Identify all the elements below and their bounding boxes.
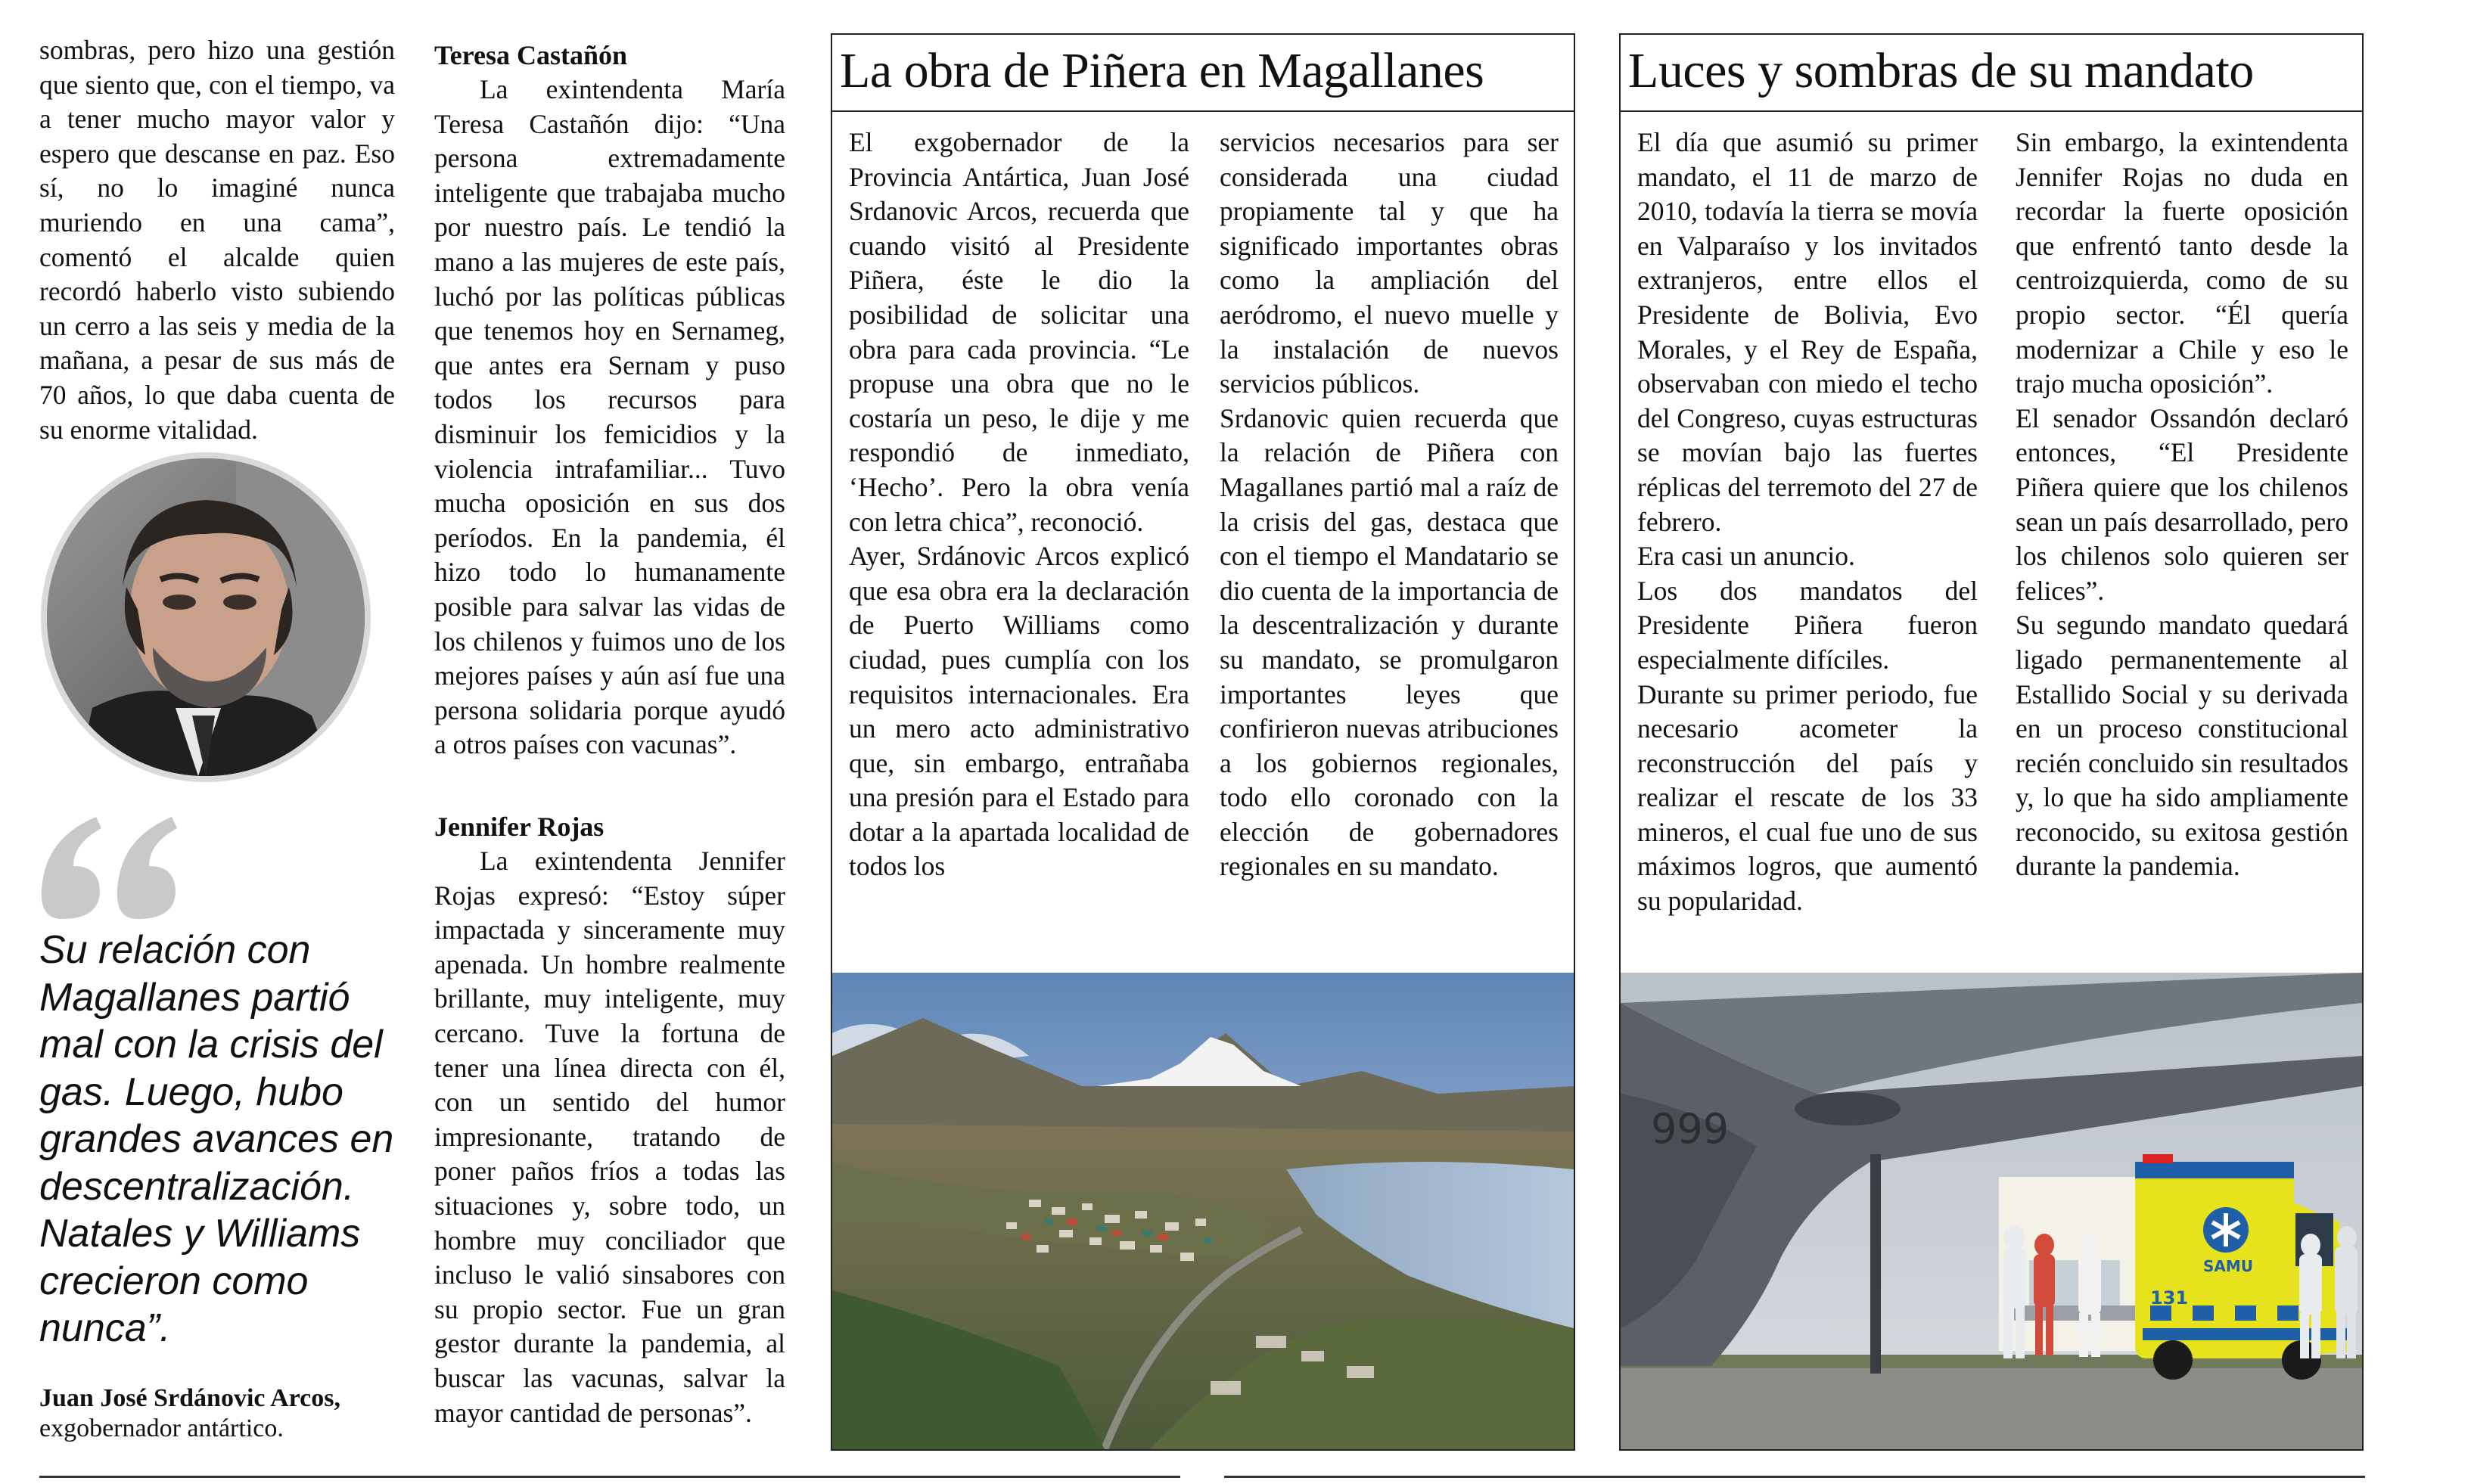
box1-right-paragraph: Srdanovic quien recuerda que la relación de Piñera con Magallanes partió mal a raíz de la crisis del gas, destaca que con el tiempo el Mandatario se dio cuenta de la importancia de la descentralización y durante su mandato, se promulgaron importantes leyes que confirieron nuevas atribuciones a los gobiernos regionales, todo ello coronado con la elección de gobernadores regionales en su mandato. <box>1220 402 1559 882</box>
box2-right-paragraph: Sin embargo, la exintendenta Jennifer Rojas no duda en recordar la fuerte oposición que enfrentó tanto desde la centroizquierda, como de su propio sector. “Él quería modernizar a Chile y eso le trajo mucha oposición”. <box>2016 127 2348 399</box>
box1-right-column <box>1220 126 1559 884</box>
box1-left-column <box>849 126 1189 884</box>
footer-rule-left <box>39 1476 1180 1478</box>
aircraft-ambulance-photo <box>1621 973 2362 1449</box>
box1-right-paragraph: servicios necesarios para ser considerada una ciudad propiamente tal y que ha significado importantes obras como la ampliación del aeródromo, el nuevo muelle y la instalación de nuevos servicios públicos. <box>1220 127 1559 399</box>
pull-quote-author-role: exgobernador antártico. <box>39 1414 284 1442</box>
box2-left-paragraph: El día que asumió su primer mandato, el 11 de marzo de 2010, todavía la tierra se movía en Valparaíso y los invitados extranjeros, entre ellos el Presidente de Bolivia, Evo Morales, y el Rey de España, observaban con miedo el techo del Congreso, cuyas estructuras se movían bajo las fuertes réplicas del terremoto del 27 de febrero. <box>1637 127 1978 537</box>
column1-paragraph: sombras, pero hizo una gestión que siento que, con el tiempo, va a tener mucho mayor valor y espero que descanse en paz. Eso sí, no lo imaginé nunca muriendo en una cama”, comentó el alcalde quien recordó haberlo visto subiendo un cerro a las seis y media de la mañana, a pesar de sus más de 70 años, lo que daba cuenta de su enorme vitalidad. <box>39 35 395 445</box>
column1-text <box>39 33 395 447</box>
box2-left-paragraph: Durante su primer periodo, fue necesario acometer la reconstrucción del país y realizar el rescate de los 33 mineros, el cual fue uno de sus máximos logros, que aumentó su popularidad. <box>1637 678 1978 917</box>
box1-left-paragraph: Ayer, Srdánovic Arcos explicó que esa obra era la declaración de Puerto Williams como ciudad, pues cumplía con los requisitos internacionales. Era un mero acto administrativo que, sin embargo, entrañaba una presión para el Estado para dotar a la apartada localidad de todos los <box>849 541 1189 882</box>
section-name-rojas: Jennifer Rojas <box>434 812 605 842</box>
footer-rule-right <box>1224 1476 2365 1478</box>
box2-left-column <box>1637 126 1978 919</box>
box-luces-sombras <box>1619 33 2364 1451</box>
puerto-williams-aerial-photo <box>832 973 1574 1449</box>
box1-title: La obra de Piñera en Magallanes <box>840 43 1484 98</box>
portrait-illustration <box>47 458 365 776</box>
box2-title-divider <box>1621 110 2362 112</box>
portrait-photo <box>41 452 371 782</box>
ambulance-number-text: 131 <box>2150 1287 2189 1309</box>
box2-left-paragraph: Los dos mandatos del Presidente Piñera fueron especialmente difíciles. <box>1637 575 1978 675</box>
section-name-castanon: Teresa Castañón <box>434 40 628 70</box>
box2-right-paragraph: El senador Ossandón declaró entonces, “El Presidente Piñera quiere que los chilenos sean un país desarrollado, pero los chilenos solo quieren ser felices”. <box>2016 402 2348 606</box>
ambulance-label-text: SAMU <box>2203 1257 2254 1275</box>
box1-title-divider <box>832 110 1574 112</box>
aircraft-number-text: 999 <box>1651 1105 1730 1153</box>
pull-quote-attribution <box>39 1383 418 1444</box>
box2-right-column <box>2016 126 2348 884</box>
pull-quote-text: Su relación con Magallanes partió mal con la crisis del gas. Luego, hubo grandes avances en descentralización. Natales y Williams crecieron como nunca”. <box>39 928 394 1350</box>
box2-left-paragraph: Era casi un anuncio. <box>1637 541 1855 572</box>
section-text-rojas: La exintendenta Jennifer Rojas expresó: “Estoy súper impactada y sinceramente muy apenada. Un hombre realmente brillante, muy inteligente, muy cercano. Tuve la fortuna de tener una línea directa con él, con un sentido del humor impresionante, tratando de poner paños fríos a todas las situaciones y, sobre todo, un hombre muy conciliador que incluso le valió sinsabores con su propio sector. Fue un gran gestor durante la pandemia, al buscar las vacunas, salvar la mayor cantidad de personas”. <box>434 846 785 1428</box>
box2-right-paragraph: Su segundo mandato quedará ligado permanentemente al Estallido Social y su derivada en un proceso constitucional recién concluido sin resultados y, lo que ha sido ampliamente reconocido, su exitosa gestión durante la pandemia. <box>2016 610 2348 882</box>
section-text-castanon: La exintendenta María Teresa Castañón dijo: “Una persona extremadamente inteligente que trabajaba mucho por nuestro país. Le tendió la mano a las mujeres de este país, luchó por las políticas públicas que tenemos hoy en Sernameg, que antes era Sernam y puso todos los recursos para disminuir los femicidios y la violencia intrafamiliar... Tuvo mucha oposición en sus dos períodos. En la pandemia, él hizo todo lo humanamente posible para salvar las vidas de los chilenos y fuimos uno de los mejores países y aún así fue una persona solidaria porque ayudó a otros países con vacunas”. <box>434 74 785 760</box>
pull-quote-author-name: Juan José Srdánovic Arcos, <box>39 1384 340 1412</box>
column2-section-castanon <box>434 38 785 762</box>
box-obra-magallanes <box>831 33 1575 1451</box>
box2-title: Luces y sombras de su mandato <box>1628 43 2254 98</box>
column2-section-rojas <box>434 809 785 1430</box>
box1-left-paragraph: El exgobernador de la Provincia Antártica, Juan José Srdanovic Arcos, recuerda que cuando visitó al Presidente Piñera, éste le dio la posibilidad de solicitar una obra para cada provincia. “Le propuse una obra que no le costaría un peso, le dije y me respondió de inmediato, ‘Hecho’. Pero la obra venía con letra chica”, reconoció. <box>849 127 1189 537</box>
quote-mark-icon <box>39 806 191 934</box>
